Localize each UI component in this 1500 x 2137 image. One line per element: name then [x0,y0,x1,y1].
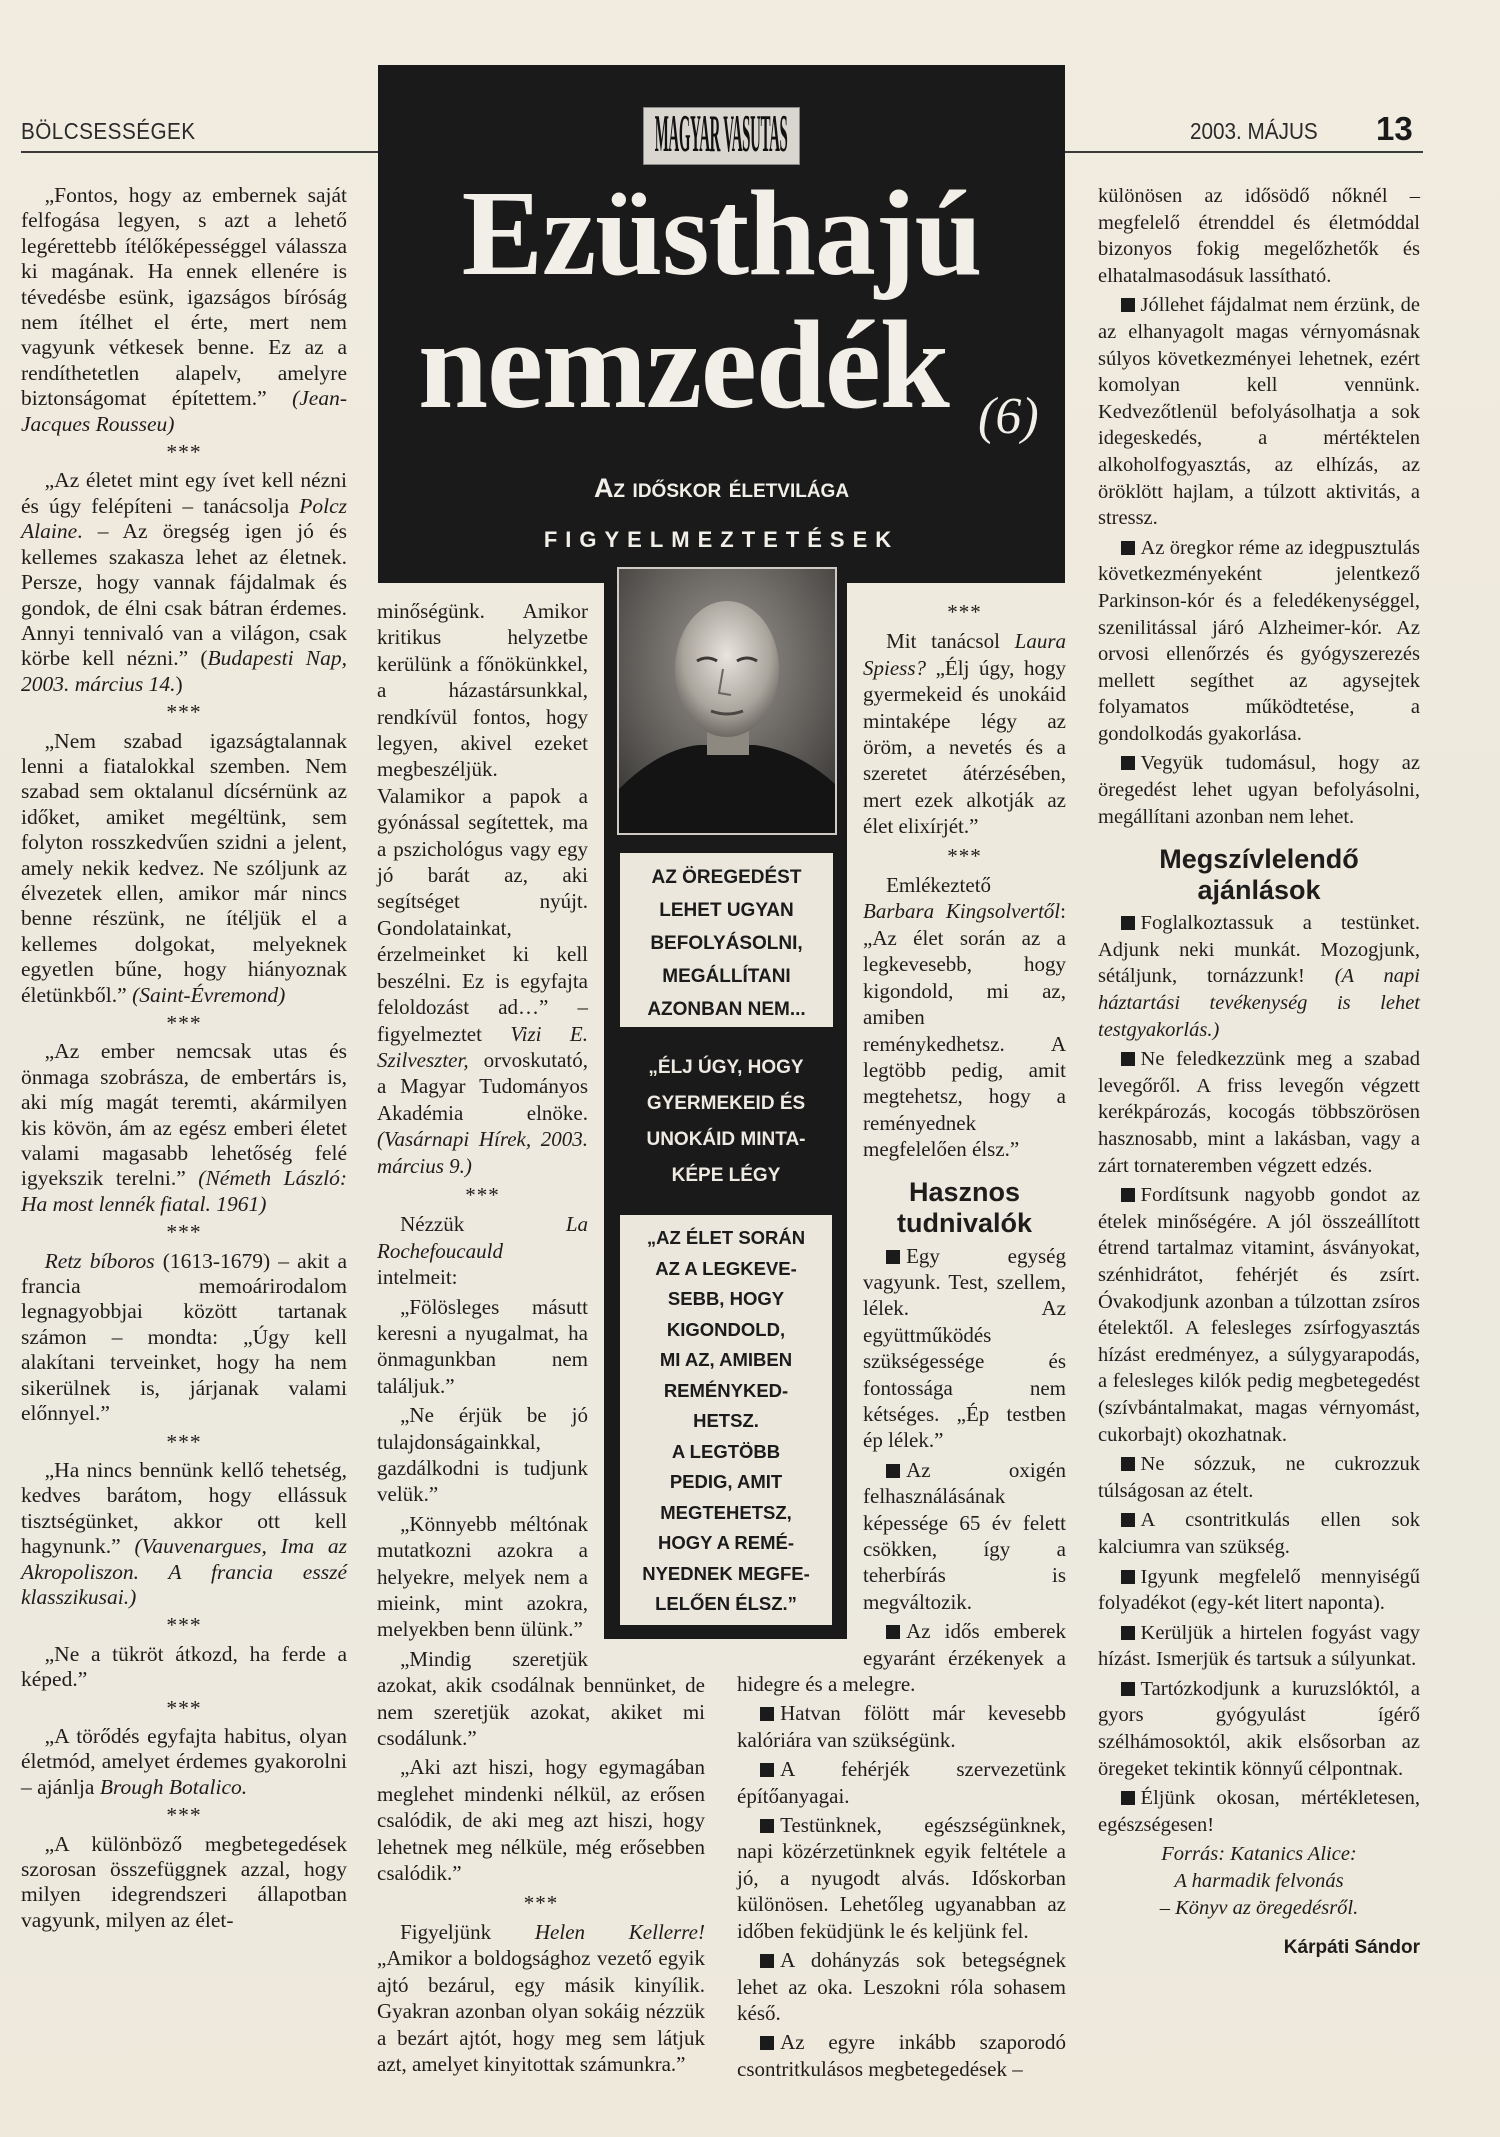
italic-text: (A napi háztartási tevékenység is lehet testgyakorlás.) [1098,965,1420,1041]
text: Az oxigén felhasználásának képessége 65 év felett csökken, így a teherbírás is megváltozik. [863,1457,1066,1614]
separator-stars: *** [166,1803,202,1828]
bullet-paragraph [1098,292,1420,531]
text: „A különböző megbetegedések szorosan összefüggnek azzal, hogy milyen idegrendszeri állapotban vagyunk, milyen az élet- [21,1831,347,1932]
quote-line: UNOKÁID MINTA- [646,1129,806,1150]
subheading: Hasznos tudnivalók [896,1176,1032,1238]
separator-stars: *** [166,1613,202,1638]
text: Mit tanácsol [886,629,1015,654]
bullet-square-icon [760,1819,774,1833]
bullet-square-icon [886,1625,900,1639]
bullet-paragraph [1098,1785,1420,1838]
header-rule-left [21,151,378,153]
quote-line: AZ A LEGKEVE- [655,1257,797,1279]
text: „Mindig szeretjük azokat, akik csodálnak bennünket, de nem szeretjük azokat, akiket mi csodálunk.” [377,1646,705,1751]
paragraph [21,468,347,697]
text: (1613-1679) – akit a francia memoárirodalom legnagyobbjai között tartanak számon – mondta: „Úgy kell alakítani terveinket, hogy ha nem sikerülnek is, járjanak valami előnnyel.” [21,1248,347,1426]
text: Figyeljünk [400,1919,535,1944]
quote-line: MEGÁLLÍTANI [662,966,791,987]
bullet-square-icon [1121,1457,1135,1471]
quote-line: MEGTEHETSZ, [660,1501,792,1523]
column-4 [1098,183,1420,1965]
quote-line: A LEGTÖBB [671,1440,781,1462]
separator-stars: *** [166,700,202,725]
title-line-2: nemzedék [418,296,949,435]
author-signature: Kárpáti Sándor [1283,1937,1420,1959]
separator-stars: *** [166,440,202,465]
paragraph [377,1646,705,1752]
quote-line: BEFOLYÁSOLNI, [650,933,803,954]
bullet-paragraph [1098,1507,1420,1560]
bullet-square-icon [1121,1626,1135,1640]
text: „Élj úgy, hogy gyermekeid és unokáid mintaképe légy az öröm, a nevetés és a szeretet átérzésében, mert ezek alkotják az élet elixírjét.” [863,655,1066,839]
wrap-spacer [737,598,863,1668]
italic-text: (Saint-Évremond) [132,982,286,1007]
text: „Az ember nemcsak utas és önmaga szobrásza, de embertárs is, aki míg magát teremti, akármilyen kis kövön, ám az egész emberi életet valami magasabb lehetőség felé igyekszik terelni.” [21,1039,347,1191]
quote-line: AZONBAN NEM... [647,999,806,1020]
text: „Fölösleges másutt keresni a nyugalmat, ha önmagunkban nem találjuk.” [377,1294,588,1398]
quote-line: PEDIG, AMIT [669,1471,783,1492]
bullet-paragraph [1098,1451,1420,1504]
bullet-square-icon [760,2036,774,2050]
bullet-square-icon [1121,756,1135,770]
italic-text: Brough Botalico. [99,1774,248,1799]
paragraph [21,1832,347,1934]
separator-stars: *** [523,1890,559,1915]
quote-line: MI AZ, AMIBEN [659,1349,793,1370]
bullet-square-icon [1121,1570,1135,1584]
italic-text: Barbara Kingsolvertől [863,899,1061,924]
text: . – Az öregség igen jó és kellemes szakasza lehet az életnek. Persze, hogy vannak fájdalmak és gondok, de élni csak bátran érdemes. Annyi tennivaló van a világon, csak körbe kell nézni.” ( [21,519,347,671]
bullet-paragraph [737,1756,1066,1809]
bullet-square-icon [886,1464,900,1478]
header-rule-right [1065,151,1423,153]
quote-line: GYERMEKEID ÉS [646,1093,806,1114]
italic-text: Laura Spiess? [863,629,1066,680]
text: orvoskutató, a Magyar Tudományos Akadémia elnöke. [377,1047,588,1125]
paragraph [377,1919,705,2077]
kicker: FIGYELMEZTETÉSEK [543,527,900,552]
text: Fordítsunk nagyobb gondot az ételek minőségére. A jól összeállított étrend tartalmaz vitamint, ásványokat, szénhidrátot, fehérjét és zsírt. Óvakodjunk azonban a túlzottan zsíros ételektől. A felesleges zsírfogyasztás hízást eredményez, a súlygyarapodás, a felesleges kilók pedig megbetegedést (szívbántalmakat, magas vérnyomást, cukorbajt) okozhatnak. [1098,1184,1420,1446]
bullet-paragraph [1098,750,1420,830]
subheading: Megszívlelendő ajánlások [1159,844,1359,906]
text: Nézzük [400,1212,566,1237]
quote-line: „AZ ÉLET SORÁN [646,1227,806,1248]
bullet-paragraph [1098,1182,1420,1448]
text: Az egyre inkább szaporodó csontritkulásos megbetegedések – [737,2030,1066,2081]
title-line-1: Ezüsthajú [461,166,982,301]
text: Emlékeztető [886,873,992,898]
issue-date: 2003. MÁJUS [1190,118,1318,144]
text: „Fontos, hogy az embernek saját felfogása legyen, s azt a lehető legérettebb ítélőképességgel válassza ki magának. Ha ennek ellenére is tévedésbe esünk, igazságos bíróság nem ítélhet el érte, mert nem vagyunk vétkesek benne. Ez az a rendíthetetlen alapelv, amelyre biztonságomat építettem.” [21,183,347,411]
bullet-square-icon [886,1250,900,1264]
series-part: (6) [978,388,1039,445]
bullet-square-icon [1121,1682,1135,1696]
section-label: BÖLCSESSÉGEK [21,118,196,144]
italic-text: La Rochefoucauld [377,1212,588,1263]
quote-line: HOGY A REMÉ- [657,1532,795,1553]
bullet-square-icon [760,1763,774,1777]
quote-line: SEBB, HOGY [667,1288,785,1309]
wrap-spacer [588,598,705,1660]
paragraph [21,1039,347,1217]
bullet-paragraph [737,2029,1066,2082]
text: Az öregkor réme az idegpusztulás következményeként jelentkező Parkinson-kór és a feledékenységgel, szenilitással járó Alzheimer-kór. Az orvosi ellenőrzés és gyógyszerezés mellett segíthet az agysejtek folyamatos működtetése, a gondolkodás gyakorlása. [1098,536,1420,745]
separator-stars: *** [947,843,982,868]
italic-text: Polcz Alaine [21,493,347,544]
bullet-square-icon [1121,541,1135,555]
text: A dohányzás sok betegségnek lehet az oka. Leszokni róla sohasem késő. [737,1948,1066,2025]
text: : „Az élet során az a legkevesebb, hogy kigondold, mi az, amiben reménykedhetsz. A legtöbb pedig, amit megtehetsz, hogy a reményednek megfelelően élsz.” [863,899,1066,1162]
quote-line: KÉPE LÉGY [671,1165,781,1186]
text: Vegyük tudomásul, hogy az öregedést lehet ugyan befolyásolni, megállítani azonban nem lehet. [1098,752,1420,828]
bullet-paragraph [1098,1620,1420,1673]
text: „A törődés egyfajta habitus, olyan életmód, amelyet érdemes gyakorolni – ajánlja [21,1723,347,1799]
italic-text: (Németh László: Ha most lennék fiatal. 1961) [21,1166,347,1216]
bullet-square-icon [760,1954,774,1968]
text: „Az életet mint egy ívet kell nézni és úgy felépíteni – tanácsolja [21,468,347,518]
quote-line: LEHET UGYAN [659,900,794,921]
text: intelmeit: [377,1265,458,1290]
paragraph [21,1642,347,1693]
source-credit [1098,1841,1420,1921]
bullet-square-icon [1121,1188,1135,1202]
bullet-paragraph [1098,535,1420,748]
italic-text: (Vasárnapi Hírek, 2003. március 9.) [377,1127,588,1178]
italic-text: Helen Kellerre! [534,1919,705,1944]
italic-text: Retz bíboros [44,1248,155,1273]
italic-text: Budapesti Nap, 2003. március 14. [21,646,347,696]
text: „Ha nincs bennünk kellő tehetség, kedves barátom, hogy ellássuk tisztségünket, akkor ott kell hagynunk.” [21,1457,347,1559]
paragraph [21,1458,347,1610]
text: „Aki azt hiszi, hogy egymagában meglehet mindenki nélkül, az erősen csalódik, de aki meg azt hiszi, hogy lehetnek meg nélküle, még erősebben csalódik.” [377,1755,705,1886]
column-2 [377,598,705,2080]
quote-line: LELŐEN ÉLSZ.” [655,1593,797,1614]
text: Ne sózzuk, ne cukrozzuk túlságosan az ételt. [1098,1453,1420,1502]
separator-stars: *** [465,1182,500,1207]
text: A csontritkulás ellen sok kalciumra van szükség. [1098,1509,1420,1558]
separator-stars: *** [947,600,982,624]
text: Hatvan fölött már kevesebb kalóriára van szükségünk. [737,1701,1066,1752]
text: Egy egység vagyunk. Test, szellem, lélek. Az együttműködés szükségessége és fontossága nem kétséges. „Ép testben ép lélek.” [863,1243,1066,1453]
text: Testünknek, egészségünknek, napi közérzetünknek egyik feltétele a jó, a nyugodt alvás. Időskorban különösen. Lehetőleg ugyanabban az időben feküdjünk le és keljünk fel. [737,1813,1066,1943]
paragraph [21,1249,347,1427]
bullet-paragraph [1098,1046,1420,1179]
quote-line: HETSZ. [693,1410,759,1431]
magazine-logo: MAGYAR VASUTAS [643,107,800,165]
bullet-paragraph [737,1700,1066,1753]
page-number: 13 [1376,110,1413,147]
separator-stars: *** [166,1011,202,1035]
text: különösen az idősödő nőknél – megfelelő étrenddel és életmóddal bizonyos fokig megelőzhetők és elhatalmasodásuk lassítható. [1098,185,1420,287]
paragraph [1098,183,1420,289]
paragraph [21,729,347,1008]
bullet-square-icon [1121,1791,1135,1805]
separator-stars: *** [166,1429,202,1454]
paragraph [21,183,347,437]
paragraph [377,1754,705,1886]
text: A fehérjék szervezetünk építőanyagai. [737,1757,1066,1808]
bullet-square-icon [1121,1052,1135,1066]
italic-text: Vizi E. Szilveszter, [377,1021,588,1072]
bullet-paragraph [1098,1564,1420,1617]
separator-stars: *** [166,1220,202,1245]
text: „Ne a tükröt átkozd, ha ferde a képed.” [21,1641,347,1692]
separator-stars: *** [166,1695,202,1720]
text: „Amikor a boldogsághoz vezető egyik ajtó bezárul, egy másik kinyílik. Gyakran azonban olyan sokáig nézzük a bezárt ajtót, hogy meg sem látjuk azt, amelyet kinyitottak számunkra.” [377,1946,705,2076]
text: Kerüljük a hirtelen fogyást vagy hízást. Ismerjük és tartsuk a súlyunkat. [1098,1621,1420,1671]
bullet-paragraph [737,1947,1066,2026]
text: Éljünk okosan, mértékletesen, egészségesen! [1098,1787,1420,1836]
quote-line: AZ ÖREGEDÉST [651,867,802,888]
title-banner [378,65,1065,583]
bullet-square-icon [1121,298,1135,312]
text: ) [175,671,183,696]
subtitle: Az időskor életvilága [593,473,850,503]
text: Tartózkodjunk a kuruzslóktól, a gyors gyógyulást ígérő szélhámosoktól, akik elsősorban az öregeket tekintik könnyű célpontnak. [1098,1677,1420,1780]
text: minőségünk. Amikor kritikus helyzetbe kerülünk a főnökünkkel, a házastársunkkal, rendkívül fontos, hogy legyen, akivel ezeket megbeszéljük. Valamikor a papok a gyónással segítettek, ma a pszichológus vagy egy jó barát az, aki segítséget nyújt. Gondolatainkat, érzelmeinket ki kell beszélni. Ez is egyfajta feloldozást ad…” – figyelmeztet [377,599,588,1046]
column-1 [21,183,347,1936]
text: Ne feledkezzünk meg a szabad levegőről. A friss levegőn végzett kerékpározás, kocogás többszörösen hasznosabb, mint a lakásban, vagy a zárt tornateremben végzett edzés. [1098,1048,1420,1177]
text: „Ne érjük be jó tulajdonságainkkal, gazdálkodni is tudjunk velük.” [377,1403,588,1507]
text: „Könnyebb méltónak mutatkozni azokra a helyekre, melyek nem a mieink, mint azokra, melyekben benn ülünk.” [377,1511,588,1642]
bullet-paragraph [1098,1676,1420,1782]
bullet-square-icon [1121,916,1135,930]
text: „Nem szabad igazságtalannak lenni a fiatalokkal szemben. Nem szabad sem oktalanul dícsérnünk az időket, amiket megéltünk, sem folyton rosszkedvűen szidni a jelent, amely nekik kedvez. Ne szóljunk az élvezetek ellen, amikor már nincs benne részünk, ne ítéljük el a kellemes dolgokat, melyeknek egyetlen bűne, hogy hiányoznak életünkből.” [21,728,347,1007]
bullet-square-icon [760,1707,774,1721]
text: Az idős emberek egyaránt érzékenyek a hidegre és a melegre. [737,1619,1066,1697]
quote-line: KIGONDOLD, [666,1318,786,1340]
text: Jóllehet fájdalmat nem érzünk, de az elhanyagolt magas vérnyomásnak súlyos következményei lehetnek, ezért komolyan kell vennünk. Kedvezőtlenül befolyásolhatja a sok idegeskedés, a mértéktelen alkoholfogyasztás, az elhízás, az öröklött hajlam, a túlzott aktivitás, a stressz. [1098,294,1420,530]
italic-text: (Vauvenargues, Ima az Akropoliszon. A francia esszé klasszikusai.) [21,1534,348,1609]
quote-line: „ÉLJ ÚGY, HOGY [648,1057,804,1078]
quote-line: REMÉNYKED- [663,1379,789,1401]
source-line: Forrás: Katanics Alice: [1161,1843,1357,1866]
bullet-paragraph [737,1812,1066,1944]
paragraph [21,1724,347,1800]
italic-text: (Jean-Jacques Rousseu) [21,386,347,436]
bullet-square-icon [1121,1513,1135,1527]
text: Foglalkoztassuk a testünket. Adjunk neki munkát. Mozogjunk, sétáljunk, tornázzunk! [1098,912,1420,988]
text: Igyunk megfelelő mennyiségű folyadékot (egy-két litert naponta). [1098,1565,1420,1615]
quote-line: NYEDNEK MEGFE- [642,1562,810,1584]
bullet-paragraph [1098,910,1420,1043]
column-3 [737,598,1066,2085]
source-line: A harmadik felvonás [1174,1870,1344,1893]
source-line: – Könyv az öregedésről. [1159,1896,1359,1919]
